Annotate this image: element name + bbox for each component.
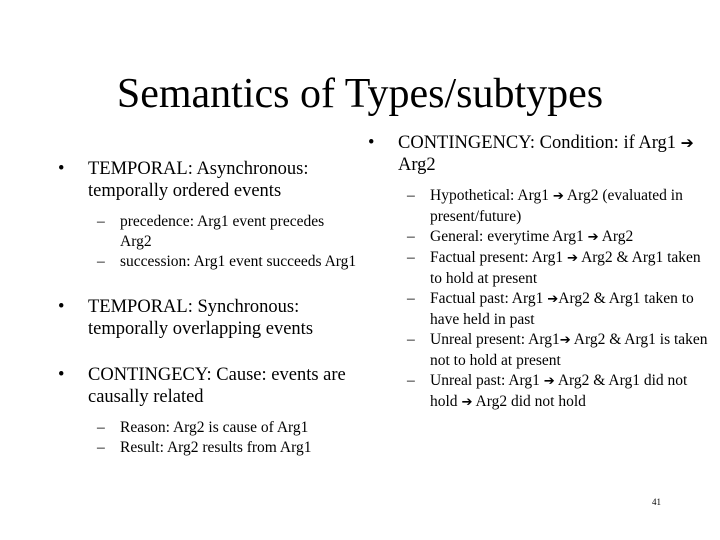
arrow-icon: ➔ bbox=[559, 333, 571, 348]
sub-bullet-succession bbox=[58, 252, 358, 272]
sub-bullet-factual-present bbox=[368, 248, 713, 289]
left-column bbox=[58, 158, 358, 458]
bullet-text-post: Arg2 bbox=[398, 155, 436, 175]
dash: – bbox=[97, 439, 105, 456]
dash: – bbox=[407, 249, 415, 266]
right-column bbox=[368, 132, 713, 413]
slide-title: Semantics of Types/subtypes bbox=[116, 71, 604, 117]
sub-text-post: Arg2 bbox=[601, 228, 634, 245]
dash: – bbox=[97, 419, 105, 436]
sub-bullet-text: Reason: Arg2 is cause of Arg1 bbox=[120, 419, 309, 436]
page-number: 41 bbox=[652, 497, 661, 507]
sub-text-pre: Hypothetical: Arg1 bbox=[430, 187, 549, 204]
arrow-icon: ➔ bbox=[552, 189, 564, 204]
dash: – bbox=[407, 331, 415, 348]
arrow-icon: ➔ bbox=[567, 251, 579, 266]
bullet-temporal-synchronous bbox=[58, 296, 358, 340]
sub-bullet-result bbox=[58, 438, 358, 458]
arrow-icon: ➔ bbox=[680, 133, 694, 152]
dash: – bbox=[407, 187, 415, 204]
sub-text-pre: Unreal present: Arg1 bbox=[430, 331, 560, 348]
bullet-dot: • bbox=[368, 133, 375, 153]
arrow-icon: ➔ bbox=[543, 374, 555, 389]
bullet-contingency-condition bbox=[368, 132, 713, 176]
bullet-dot: • bbox=[58, 297, 65, 317]
arrow-icon: ➔ bbox=[547, 292, 559, 307]
sub-bullet-factual-past bbox=[368, 289, 713, 330]
dash: – bbox=[97, 253, 105, 270]
bullet-dot: • bbox=[58, 159, 65, 179]
dash: – bbox=[407, 228, 415, 245]
bullet-text-pre: CONTINGENCY: Condition: if Arg1 bbox=[398, 133, 677, 153]
sub-bullet-unreal-past bbox=[368, 371, 713, 413]
dash: – bbox=[97, 213, 105, 230]
sub-text-pre: Factual past: Arg1 bbox=[430, 290, 544, 307]
sub-bullet-hypothetical bbox=[368, 186, 713, 227]
sub-text-post: Arg2 & Arg1 is taken not to hold at present bbox=[430, 331, 708, 369]
sub-bullet-text: Result: Arg2 results from Arg1 bbox=[120, 439, 312, 456]
sub-bullet-unreal-present bbox=[368, 330, 713, 371]
sub-text-pre: Factual present: Arg1 bbox=[430, 249, 564, 266]
bullet-dot: • bbox=[58, 365, 65, 385]
sub-bullet-reason bbox=[58, 418, 358, 438]
sub-bullet-precedence bbox=[58, 212, 358, 252]
sub-bullet-general bbox=[368, 227, 713, 248]
sub-bullet-text: precedence: Arg1 event precedes Arg2 bbox=[120, 213, 325, 250]
sub-text-post: Arg2 & Arg1 taken to have held in past bbox=[430, 290, 694, 328]
sub-text-mid: Arg2 & Arg1 did not hold bbox=[430, 372, 688, 410]
sub-text-post: Arg2 & Arg1 taken to hold at present bbox=[430, 249, 701, 287]
sub-text-post: Arg2 did not hold bbox=[475, 393, 586, 410]
bullet-text: TEMPORAL: Asynchronous: temporally ordered events bbox=[88, 159, 309, 201]
bullet-temporal-asynchronous bbox=[58, 158, 358, 202]
arrow-icon: ➔ bbox=[587, 230, 599, 245]
bullet-contingency-cause bbox=[58, 364, 358, 408]
sub-text-pre: General: everytime Arg1 bbox=[430, 228, 584, 245]
sub-bullet-text: succession: Arg1 event succeeds Arg1 bbox=[120, 253, 357, 270]
bullet-text: CONTINGECY: Cause: events are causally related bbox=[88, 365, 346, 407]
dash: – bbox=[407, 372, 415, 389]
sub-text-pre: Unreal past: Arg1 bbox=[430, 372, 540, 389]
bullet-text: TEMPORAL: Synchronous: temporally overlapping events bbox=[88, 297, 314, 339]
sub-text-post: Arg2 (evaluated in present/future) bbox=[430, 187, 683, 225]
arrow-icon: ➔ bbox=[461, 395, 473, 410]
dash: – bbox=[407, 290, 415, 307]
